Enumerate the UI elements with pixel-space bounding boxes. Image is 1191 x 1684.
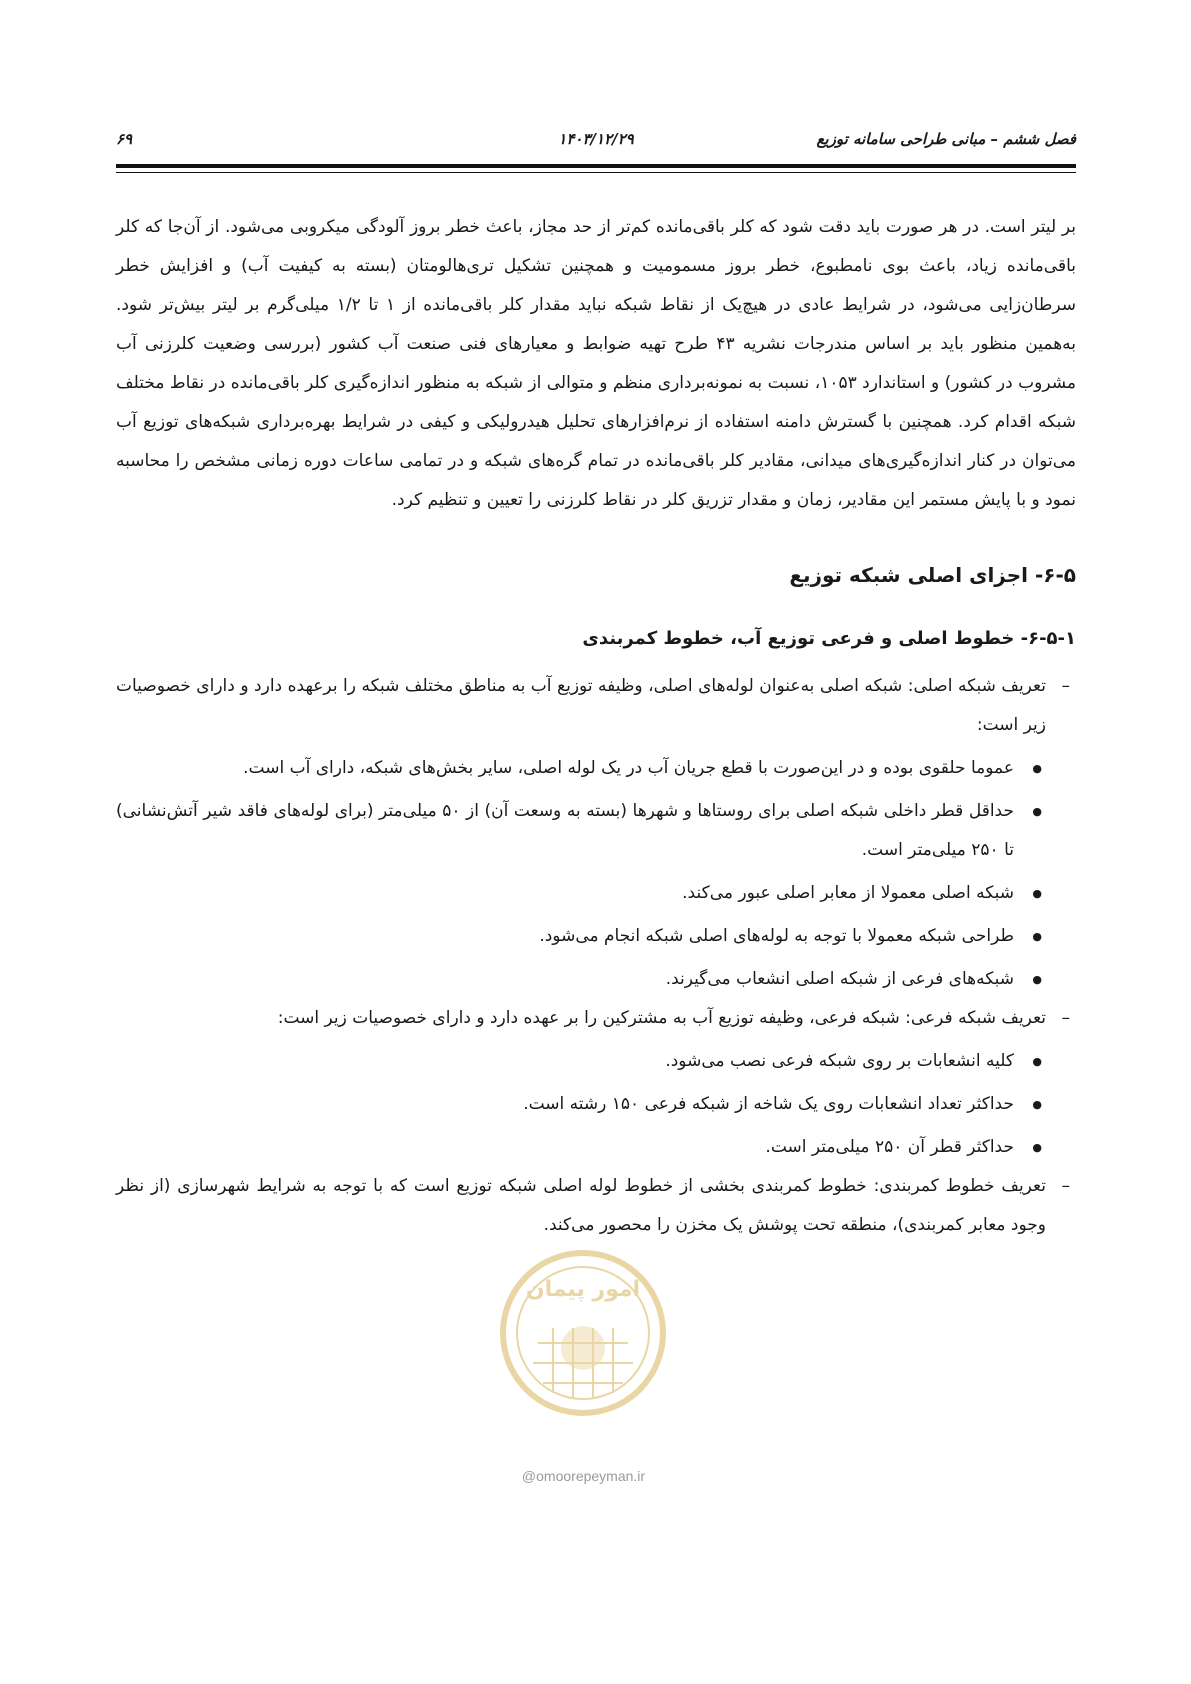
page-header <box>116 130 1076 154</box>
ring-lines-definition: – تعریف خطوط کمربندی: خطوط کمربندی بخشی از خطوط لوله اصلی شبکه توزیع است که با توجه به شرایط شهرسازی (از نظر وجود معابر کمربندی)، منطقه تحت پوشش یک مخزن را محصور می‌کند. <box>116 1167 1076 1245</box>
list-item: ● طراحی شبکه معمولا با توجه به لوله‌های اصلی شبکه انجام می‌شود. <box>116 917 1076 956</box>
section-heading: ۶-۵- اجزای اصلی شبکه توزیع <box>789 563 1076 587</box>
list-item: ● کلیه انشعابات بر روی شبکه فرعی نصب می‌شود. <box>116 1042 1076 1081</box>
subsection-heading: ۶-۵-۱- خطوط اصلی و فرعی توزیع آب، خطوط کمربندی <box>582 628 1076 649</box>
main-network-bullets <box>116 749 1076 999</box>
list-item: ● شبکه‌های فرعی از شبکه اصلی انشعاب می‌گیرند. <box>116 960 1076 999</box>
list-item: ● حداقل قطر داخلی شبکه اصلی برای روستاها و شهرها (بسته به وسعت آن) از ۵۰ میلی‌متر (برای لوله‌های فاقد شیر آتش‌نشانی) تا ۲۵۰ میلی‌متر است. <box>116 792 1076 870</box>
sub-network-bullets <box>116 1042 1076 1167</box>
watermark-site-text: omoorepeyman.ir <box>536 1468 646 1484</box>
watermark-logo-icon <box>498 1248 668 1448</box>
page-number: ۶۹ <box>116 130 133 148</box>
document-date: ۱۴۰۳/۱۲/۲۹ <box>558 130 634 148</box>
definition-list <box>116 999 1076 1038</box>
chapter-title: فصل ششم – مبانی طراحی سامانه توزیع <box>816 130 1076 148</box>
definition-list <box>116 667 1076 745</box>
watermark-logo-text: امور پیمان <box>525 1277 641 1302</box>
main-network-definition: – تعریف شبکه اصلی: شبکه اصلی به‌عنوان لوله‌های اصلی، وظیفه توزیع آب به مناطق مختلف شبکه را برعهده دارد و دارای خصوصیات زیر است: <box>116 667 1076 745</box>
intro-paragraph: بر لیتر است. در هر صورت باید دقت شود که کلر باقی‌مانده کم‌تر از حد مجاز، باعث خطر بروز آلودگی میکروبی می‌شود. از آن‌جا که کلر باقی‌مانده زیاد، باعث بوی نامطبوع، خطر بروز مسمومیت و همچنین تشکیل تری‌هالومتان (بسته به کیفیت آب) و افزایش خطر سرطان‌زایی می‌شود، در شرایط عادی در هیچ‌یک از نقاط شبکه نباید مقدار کلر باقی‌مانده از ۱ تا ۱/۲ میلی‌گرم بر لیتر بیش‌تر شود. به‌همین منظور باید بر اساس مندرجات نشریه ۴۳ طرح تهیه ضوابط و معیارهای فنی صنعت آب کشور (بررسی وضعیت کلرزنی آب مشروب در کشور) و استاندارد ۱۰۵۳، نسبت به نمونه‌برداری منظم و متوالی از شبکه به منظور اندازه‌گیری کلر باقی‌مانده در نقاط مختلف شبکه اقدام کرد. همچنین با گسترش دامنه استفاده از نرم‌افزارهای تحلیل هیدرولیکی و کیفی در شرایط بهره‌برداری شبکه‌های توزیع آب می‌توان در کنار اندازه‌گیری‌های میدانی، مقادیر کلر باقی‌مانده در تمام گره‌های شبکه و در تمامی ساعات دوره زمانی مشخص را محاسبه نمود و با پایش مستمر این مقادیر، زمان و مقدار تزریق کلر در نقاط کلرزنی را تعیین و تنظیم کرد. <box>116 217 1077 510</box>
definition-list <box>116 1167 1076 1245</box>
sub-network-definition: – تعریف شبکه فرعی: شبکه فرعی، وظیفه توزیع آب به مشترکین را بر عهده دارد و دارای خصوصیات زیر است: <box>116 999 1076 1038</box>
header-rule-thin <box>116 172 1076 173</box>
list-item: ● عموما حلقوی بوده و در این‌صورت با قطع جریان آب در یک لوله اصلی، سایر بخش‌های شبکه، دارای آب است. <box>116 749 1076 788</box>
list-item: ● حداکثر قطر آن ۲۵۰ میلی‌متر است. <box>116 1128 1076 1167</box>
list-item: ● حداکثر تعداد انشعابات روی یک شاخه از شبکه فرعی ۱۵۰ رشته است. <box>116 1085 1076 1124</box>
page-content <box>116 208 1076 1245</box>
header-rule-thick <box>116 164 1076 168</box>
list-item: ● شبکه اصلی معمولا از معابر اصلی عبور می‌کند. <box>116 874 1076 913</box>
watermark-site: @omoorepeyman.ir <box>521 1468 646 1484</box>
